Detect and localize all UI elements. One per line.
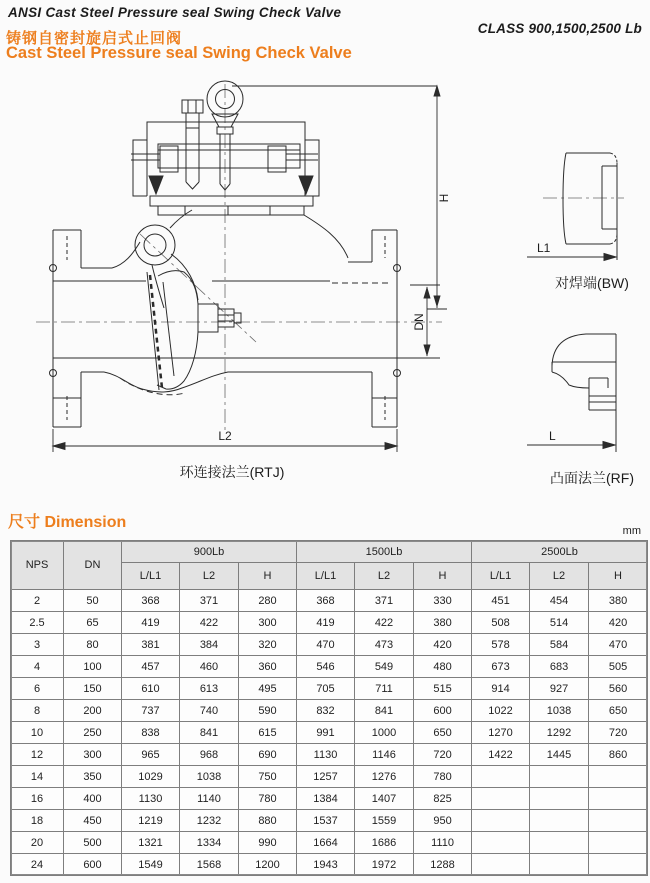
table-cell: 150 — [64, 678, 122, 700]
table-cell: 65 — [64, 612, 122, 634]
dimension-table — [10, 540, 648, 876]
table-cell: 368 — [297, 590, 355, 612]
table-cell: 1130 — [122, 788, 180, 810]
col-group-2500lb: 2500Lb — [472, 541, 648, 563]
table-cell: 100 — [64, 656, 122, 678]
table-cell: 720 — [589, 722, 648, 744]
table-cell: 1200 — [239, 854, 297, 876]
table-row — [11, 810, 648, 832]
table-cell: 8 — [11, 700, 64, 722]
table-cell: 1288 — [414, 854, 472, 876]
table-cell: 1130 — [297, 744, 355, 766]
table-cell: 780 — [239, 788, 297, 810]
table-cell: 380 — [414, 612, 472, 634]
table-cell: 880 — [239, 810, 297, 832]
table-cell: 1568 — [180, 854, 239, 876]
table-cell — [472, 854, 530, 876]
table-cell: 2 — [11, 590, 64, 612]
table-cell: 1110 — [414, 832, 472, 854]
table-cell — [530, 854, 589, 876]
table-row — [11, 744, 648, 766]
table-cell: 600 — [414, 700, 472, 722]
table-cell: 1276 — [355, 766, 414, 788]
table-cell: 300 — [64, 744, 122, 766]
table-cell: 991 — [297, 722, 355, 744]
table-cell: 280 — [239, 590, 297, 612]
table-cell: 419 — [122, 612, 180, 634]
table-row — [11, 656, 648, 678]
butt-weld-end-detail — [527, 153, 617, 261]
bw-caption: 对焊端(BW) — [555, 275, 629, 291]
table-cell: 832 — [297, 700, 355, 722]
table-cell: 950 — [414, 810, 472, 832]
table-cell — [589, 832, 648, 854]
table-cell: 500 — [64, 832, 122, 854]
table-cell: 1664 — [297, 832, 355, 854]
table-cell: 750 — [239, 766, 297, 788]
table-cell: 420 — [589, 612, 648, 634]
table-cell — [589, 854, 648, 876]
dim-label-l: L — [549, 429, 556, 443]
table-cell: 860 — [589, 744, 648, 766]
centerlines — [36, 84, 624, 434]
table-cell: 14 — [11, 766, 64, 788]
table-cell: 673 — [472, 656, 530, 678]
table-row — [11, 788, 648, 810]
table-cell: 380 — [589, 590, 648, 612]
unit-label: mm — [622, 525, 641, 537]
table-cell — [589, 810, 648, 832]
table-cell: 18 — [11, 810, 64, 832]
table-cell: 384 — [180, 634, 239, 656]
table-cell: 1407 — [355, 788, 414, 810]
sub-header-h: H — [414, 563, 472, 590]
table-cell — [472, 766, 530, 788]
table-cell: 10 — [11, 722, 64, 744]
table-cell: 650 — [589, 700, 648, 722]
table-cell — [530, 810, 589, 832]
sub-header-l2: L2 — [530, 563, 589, 590]
table-row — [11, 766, 648, 788]
table-cell: 1422 — [472, 744, 530, 766]
table-cell: 720 — [414, 744, 472, 766]
sub-header-l2: L2 — [355, 563, 414, 590]
table-cell: 470 — [297, 634, 355, 656]
table-cell: 200 — [64, 700, 122, 722]
table-row — [11, 854, 648, 876]
table-cell: 841 — [180, 722, 239, 744]
table-cell: 825 — [414, 788, 472, 810]
dimension-table-body — [11, 590, 648, 876]
sub-header-ll1: L/L1 — [297, 563, 355, 590]
table-cell: 927 — [530, 678, 589, 700]
table-cell — [589, 766, 648, 788]
table-cell — [530, 788, 589, 810]
table-cell: 1334 — [180, 832, 239, 854]
table-cell: 515 — [414, 678, 472, 700]
table-cell: 1559 — [355, 810, 414, 832]
table-cell: 371 — [180, 590, 239, 612]
table-cell: 495 — [239, 678, 297, 700]
col-header-nps: NPS — [11, 541, 64, 590]
document-title: ANSI Cast Steel Pressure seal Swing Check Valve — [8, 5, 342, 20]
col-group-900lb: 900Lb — [122, 541, 297, 563]
table-cell: 1232 — [180, 810, 239, 832]
table-cell: 400 — [64, 788, 122, 810]
table-cell — [589, 788, 648, 810]
table-cell: 590 — [239, 700, 297, 722]
table-cell — [530, 832, 589, 854]
table-cell: 480 — [414, 656, 472, 678]
table-cell: 16 — [11, 788, 64, 810]
sub-header-h: H — [589, 563, 648, 590]
table-cell: 1537 — [297, 810, 355, 832]
table-cell: 1022 — [472, 700, 530, 722]
table-cell: 320 — [239, 634, 297, 656]
table-cell: 3 — [11, 634, 64, 656]
product-title-english: Cast Steel Pressure seal Swing Check Valve — [6, 44, 352, 62]
table-cell: 368 — [122, 590, 180, 612]
table-cell: 711 — [355, 678, 414, 700]
table-cell: 1029 — [122, 766, 180, 788]
table-cell: 419 — [297, 612, 355, 634]
product-title-chinese: 铸钢自密封旋启式止回阀 — [6, 30, 183, 47]
table-cell: 1038 — [180, 766, 239, 788]
table-cell: 965 — [122, 744, 180, 766]
main-drawing-caption: 环连接法兰(RTJ) — [179, 464, 285, 480]
table-cell: 20 — [11, 832, 64, 854]
table-cell: 514 — [530, 612, 589, 634]
table-cell: 560 — [589, 678, 648, 700]
table-cell: 470 — [589, 634, 648, 656]
table-row — [11, 590, 648, 612]
table-cell: 615 — [239, 722, 297, 744]
dim-label-dn: DN — [412, 313, 426, 331]
table-cell: 50 — [64, 590, 122, 612]
table-cell: 420 — [414, 634, 472, 656]
table-cell: 1943 — [297, 854, 355, 876]
sub-header-ll1: L/L1 — [122, 563, 180, 590]
table-cell: 1257 — [297, 766, 355, 788]
table-cell: 914 — [472, 678, 530, 700]
table-cell: 350 — [64, 766, 122, 788]
sub-header-l2: L2 — [180, 563, 239, 590]
table-cell — [472, 810, 530, 832]
table-cell: 683 — [530, 656, 589, 678]
table-cell: 990 — [239, 832, 297, 854]
table-cell: 451 — [472, 590, 530, 612]
table-row — [11, 612, 648, 634]
sub-header-h: H — [239, 563, 297, 590]
table-cell: 1972 — [355, 854, 414, 876]
sub-header-ll1: L/L1 — [472, 563, 530, 590]
table-cell: 705 — [297, 678, 355, 700]
main-valve-section — [50, 81, 441, 427]
table-cell: 6 — [11, 678, 64, 700]
table-cell: 968 — [180, 744, 239, 766]
table-cell: 1292 — [530, 722, 589, 744]
dimension-h — [232, 86, 451, 309]
dim-label-h: H — [437, 193, 451, 203]
col-header-dn: DN — [64, 541, 122, 590]
table-cell: 1000 — [355, 722, 414, 744]
table-cell — [472, 788, 530, 810]
table-cell: 450 — [64, 810, 122, 832]
table-cell: 1219 — [122, 810, 180, 832]
table-row — [11, 700, 648, 722]
table-cell — [472, 832, 530, 854]
table-cell: 1146 — [355, 744, 414, 766]
table-cell: 505 — [589, 656, 648, 678]
table-cell: 549 — [355, 656, 414, 678]
table-cell: 1321 — [122, 832, 180, 854]
table-cell: 457 — [122, 656, 180, 678]
table-cell: 508 — [472, 612, 530, 634]
dim-label-l2: L2 — [218, 429, 232, 443]
table-cell: 360 — [239, 656, 297, 678]
table-cell: 422 — [180, 612, 239, 634]
table-cell: 1445 — [530, 744, 589, 766]
table-cell: 1384 — [297, 788, 355, 810]
table-cell: 737 — [122, 700, 180, 722]
table-cell: 24 — [11, 854, 64, 876]
table-cell: 546 — [297, 656, 355, 678]
table-cell: 454 — [530, 590, 589, 612]
dimension-l2 — [53, 429, 397, 452]
table-cell: 1549 — [122, 854, 180, 876]
rf-caption: 凸面法兰(RF) — [550, 470, 634, 486]
table-cell: 2.5 — [11, 612, 64, 634]
table-cell: 841 — [355, 700, 414, 722]
col-group-1500lb: 1500Lb — [297, 541, 472, 563]
table-row — [11, 722, 648, 744]
table-row — [11, 678, 648, 700]
table-cell: 780 — [414, 766, 472, 788]
raised-face-flange-detail — [527, 334, 616, 452]
table-row — [11, 634, 648, 656]
table-cell: 1038 — [530, 700, 589, 722]
table-cell: 1686 — [355, 832, 414, 854]
table-cell: 422 — [355, 612, 414, 634]
class-rating-label: CLASS 900,1500,2500 Lb — [477, 21, 642, 36]
table-cell: 1270 — [472, 722, 530, 744]
table-cell: 80 — [64, 634, 122, 656]
table-cell: 690 — [239, 744, 297, 766]
table-cell: 578 — [472, 634, 530, 656]
table-cell: 584 — [530, 634, 589, 656]
table-cell: 330 — [414, 590, 472, 612]
table-cell: 650 — [414, 722, 472, 744]
table-cell: 4 — [11, 656, 64, 678]
table-cell: 600 — [64, 854, 122, 876]
table-cell: 381 — [122, 634, 180, 656]
table-cell: 460 — [180, 656, 239, 678]
table-cell: 610 — [122, 678, 180, 700]
dimension-section-title: 尺寸 Dimension — [8, 514, 127, 531]
table-cell: 613 — [180, 678, 239, 700]
table-cell: 1140 — [180, 788, 239, 810]
table-cell: 300 — [239, 612, 297, 634]
table-cell: 838 — [122, 722, 180, 744]
dim-label-l1: L1 — [537, 241, 551, 255]
table-cell: 740 — [180, 700, 239, 722]
table-cell — [530, 766, 589, 788]
table-row — [11, 832, 648, 854]
table-cell: 250 — [64, 722, 122, 744]
table-cell: 12 — [11, 744, 64, 766]
table-cell: 473 — [355, 634, 414, 656]
table-cell: 371 — [355, 590, 414, 612]
